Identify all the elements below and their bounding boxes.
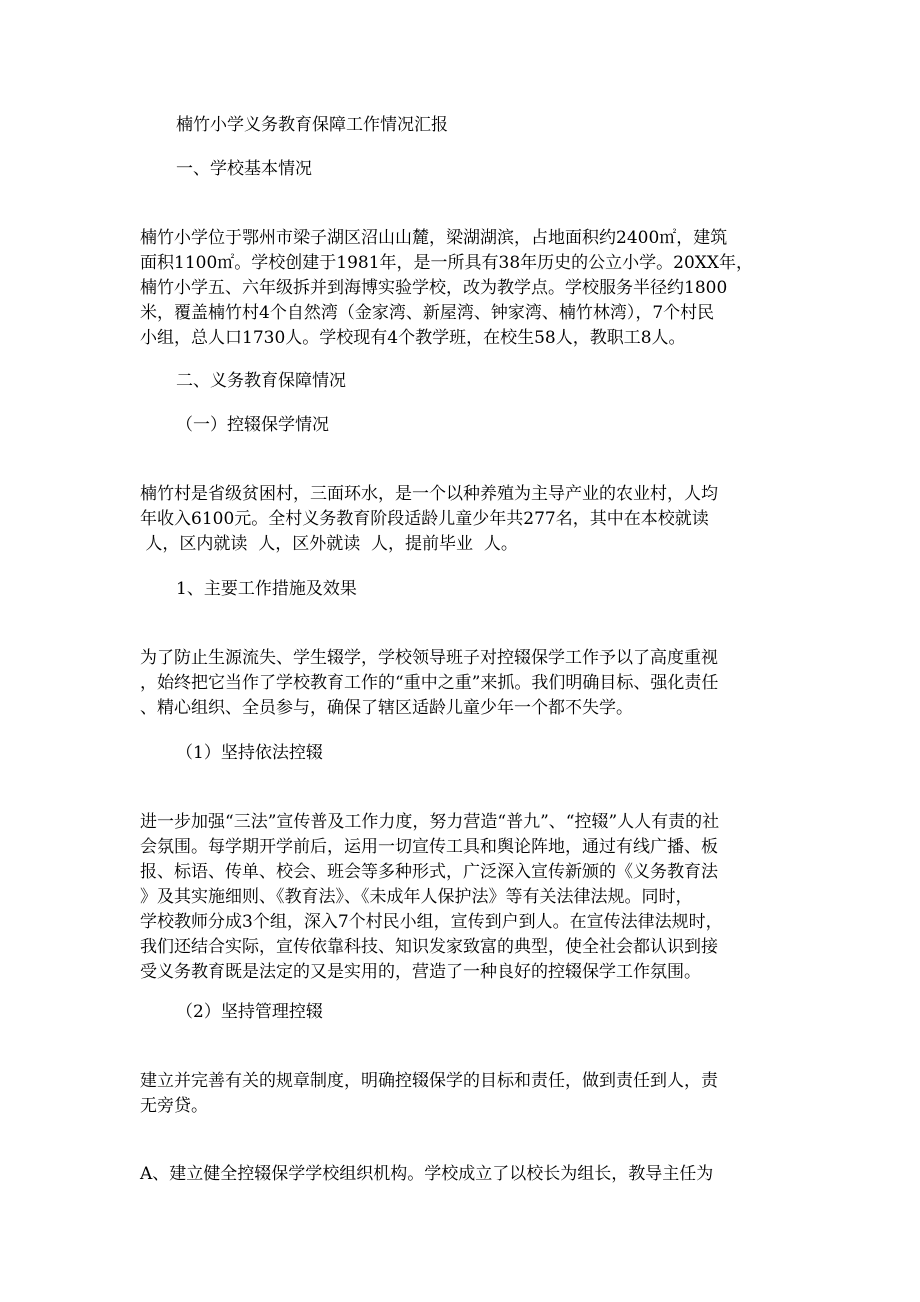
text-line: 建立并完善有关的规章制度，明确控辍保学的目标和责任，做到责任到人，责 <box>140 1071 718 1091</box>
text-line: 楠竹小学五、六年级拆并到海博实验学校，改为教学点。学校服务半径约1800 <box>140 278 728 298</box>
text-line: 》及其实施细则、《教育法》、《未成年人保护法》等有关法律法规。同时， <box>140 887 693 907</box>
paragraph-legal-control <box>140 810 780 985</box>
text-line: A、建立健全控辍保学学校组织机构。学校成立了以校长为组长，教导主任为 <box>140 1164 714 1184</box>
text-line: 面积1100㎡。学校创建于1981年，是一所具有38年历史的公立小学。20XX年， <box>140 253 753 273</box>
item-heading-legal-control: （1）坚持依法控辍 <box>176 743 323 763</box>
item-heading-management-control: （2）坚持管理控辍 <box>176 1002 323 1022</box>
text-line: 人，区内就读 人，区外就读 人，提前毕业 人。 <box>140 534 518 554</box>
text-line: ，始终把它当作了学校教育工作的“重中之重”来抓。我们明确目标、强化责任 <box>140 673 719 693</box>
section-heading-guarantee: 二、义务教育保障情况 <box>176 371 346 391</box>
item-heading-measures: 1、主要工作措施及效果 <box>176 579 357 599</box>
section-heading-basic-info: 一、学校基本情况 <box>176 159 312 179</box>
text-line: 楠竹小学位于鄂州市梁子湖区沼山山麓，梁湖湖滨，占地面积约2400㎡，建筑 <box>140 228 728 248</box>
text-line: 学校教师分成3个组，深入7个村民小组，宣传到户到人。在宣传法律法规时， <box>140 912 723 932</box>
text-line: 会氛围。每学期开学前后，运用一切宣传工具和舆论阵地，通过有线广播、板 <box>140 837 718 857</box>
paragraph-measures <box>140 646 780 721</box>
text-line: 、精心组织、全员参与，确保了辖区适龄儿童少年一个都不失学。 <box>140 698 633 718</box>
document-title: 楠竹小学义务教育保障工作情况汇报 <box>176 115 448 135</box>
text-line: 进一步加强“三法”宣传普及工作力度，努力营造“普九”、“控辍”人人有责的社 <box>140 812 720 832</box>
text-line: 我们还结合实际，宣传依靠科技、知识发家致富的典型，使全社会都认识到接 <box>140 937 718 957</box>
text-line: 受义务教育既是法定的又是实用的，营造了一种良好的控辍保学工作氛围。 <box>140 962 701 982</box>
subsection-heading-dropout-control: （一）控辍保学情况 <box>176 415 329 435</box>
paragraph-management-control <box>140 1069 780 1119</box>
paragraph-village-info <box>140 482 780 557</box>
paragraph-school-info <box>140 226 780 351</box>
paragraph-organization <box>140 1162 780 1187</box>
text-line: 年收入6100元。全村义务教育阶段适龄儿童少年共277名，其中在本校就读 <box>140 509 709 529</box>
text-line: 小组，总人口1730人。学校现有4个教学班，在校生58人，教职工8人。 <box>140 328 686 348</box>
text-line: 楠竹村是省级贫困村，三面环水，是一个以种养殖为主导产业的农业村，人均 <box>140 484 718 504</box>
text-line: 报、标语、传单、校会、班会等多种形式，广泛深入宣传新颁的《义务教育法 <box>140 862 718 882</box>
text-line: 无旁贷。 <box>140 1096 208 1116</box>
text-line: 米，覆盖楠竹村4个自然湾（金家湾、新屋湾、钟家湾、楠竹林湾），7个村民 <box>140 303 715 323</box>
text-line: 为了防止生源流失、学生辍学，学校领导班子对控辍保学工作予以了高度重视 <box>140 648 718 668</box>
